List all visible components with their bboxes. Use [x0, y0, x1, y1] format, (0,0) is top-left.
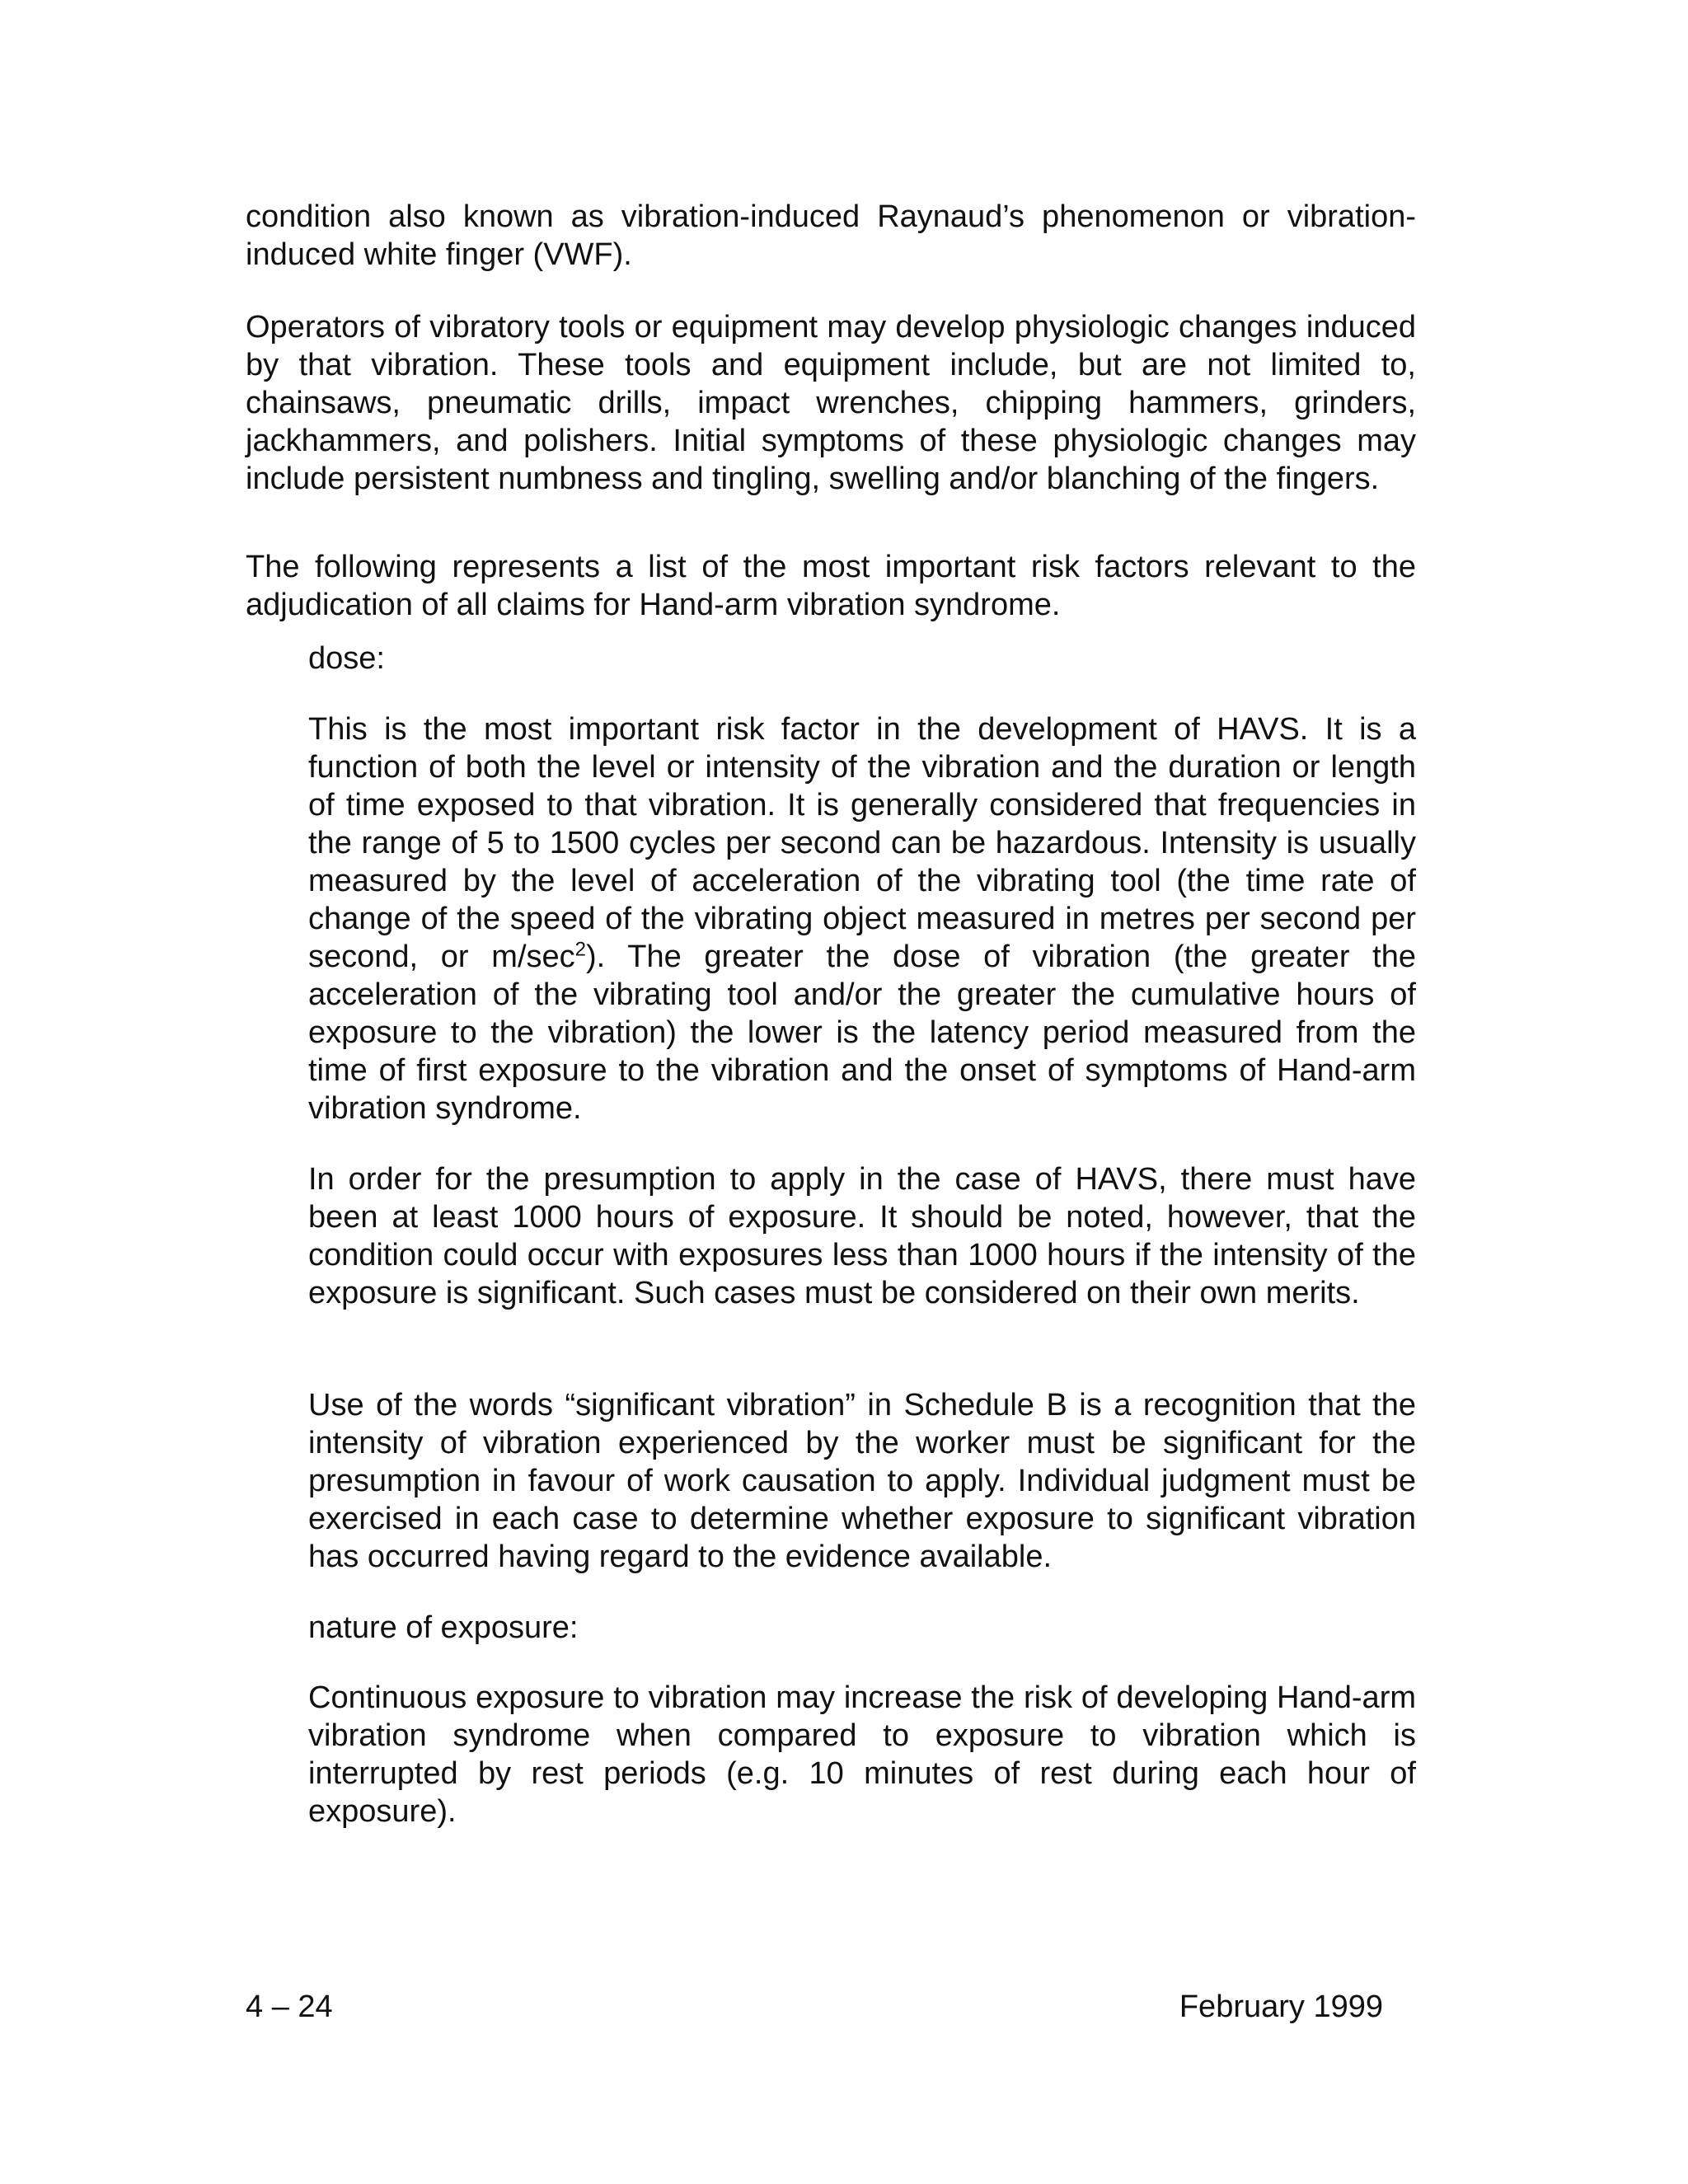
paragraph-presumption-hours: In order for the presumption to apply in the case of HAVS, there must have been at least 1000 hours of exposure. It should be noted, however, that the condition could occur with exposures less than 1000 hours if the intensity of the exposure is significant. Such cases must be considered on their own merits. [308, 1162, 1416, 1310]
paragraph-operators-vibratory-tools: Operators of vibratory tools or equipment may develop physiologic changes induced by that vibration. These tools and equipment include, but are not limited to, chainsaws, pneumatic drills, impact wrenches, chipping hammers, grinders, jackhammers, and polishers. Initial symptoms of these physiologic changes may include persistent numbness and tingling, swelling and/or blanching of the fingers. [246, 310, 1416, 496]
paragraph-risk-factors-intro: The following represents a list of the most important risk factors relevant to the adjudication of all claims for Hand-arm vibration syndrome. [246, 550, 1416, 622]
paragraph-dose-risk-factor [308, 710, 1416, 1127]
paragraph-vwf-condition: condition also known as vibration-induced Raynaud’s phenomenon or vibration-induced white finger (VWF). [246, 199, 1416, 272]
dose-text-part-2: ). The greater the dose of vibration (the greater the acceleration of the vibrating tool and/or the greater the cumulative hours of exposure to the vibration) the lower is the latency period measured from the time of first exposure to the vibration and the onset of symptoms of Hand-arm vibration syndrome. [308, 940, 1416, 1126]
footer-date: February 1999 [1179, 1990, 1383, 2024]
dose-text-part-1: This is the most important risk factor in the development of HAVS. It is a function of both the level or intensity of the vibration and the duration or length of time exposed to that vibration. It is generally considered that frequencies in the range of 5 to 1500 cycles per second can be hazardous. Intensity is usually measured by the level of acceleration of the vibrating tool (the time rate of change of the speed of the vibrating object measured in metres per second per second, or m/sec [308, 712, 1416, 974]
paragraph-significant-vibration: Use of the words “significant vibration” in Schedule B is a recognition that the intensity of vibration experienced by the worker must be significant for the presumption in favour of work causation to apply. Individual judgment must be exercised in each case to determine whether exposure to significant vibration has occurred having regard to the evidence available. [308, 1388, 1416, 1574]
paragraph-continuous-exposure: Continuous exposure to vibration may increase the risk of developing Hand-arm vibration syndrome when compared to exposure to vibration which is interrupted by rest periods (e.g. 10 minutes of rest during each hour of exposure). [308, 1680, 1416, 1829]
page-number: 4 – 24 [246, 1990, 333, 2024]
heading-nature-of-exposure: nature of exposure: [308, 1610, 579, 1645]
heading-dose: dose: [308, 641, 385, 676]
superscript-squared: 2 [574, 938, 586, 961]
